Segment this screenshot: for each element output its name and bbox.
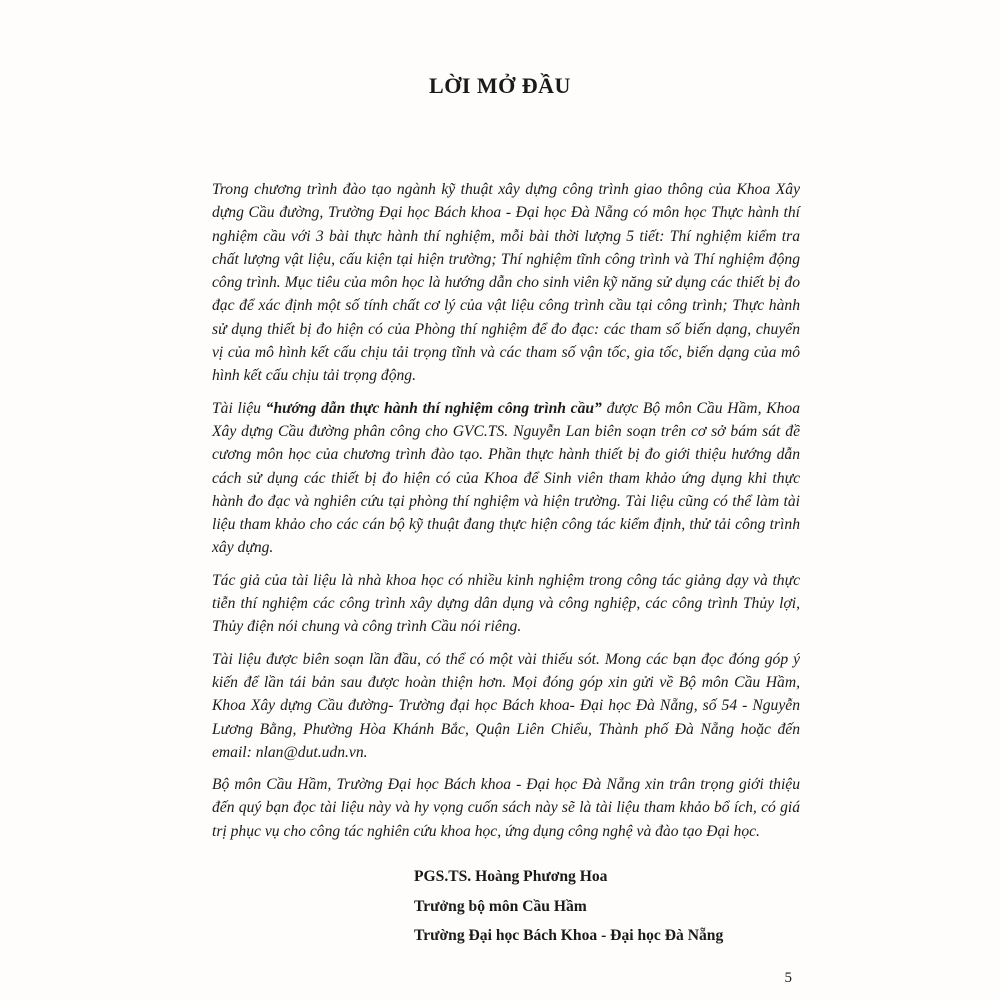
- paragraph-1: [212, 178, 800, 388]
- paragraph-text: Bộ môn Cầu Hầm, Trường Đại học Bách khoa - Đại học Đà Nẵng xin trân trọng giới thiệu đến quý bạn đọc tài liệu này và hy vọng cuốn sách này sẽ là tài liệu tham khảo bổ ích, có giá trị phục vụ cho công tác nghiên cứu khoa học, ứng dụng công nghệ và đào tạo Đại học.: [212, 776, 800, 840]
- paragraph-text: Tài liệu: [212, 399, 266, 417]
- page-title: LỜI MỞ ĐẦU: [429, 73, 571, 98]
- signature-name: PGS.TS. Hoàng Phương Hoa: [414, 868, 608, 885]
- paragraph-2: [212, 397, 800, 560]
- signature-institution: Trường Đại học Bách Khoa - Đại học Đà Nẵng: [414, 927, 724, 944]
- document-title-reference: “hướng dẫn thực hành thí nghiệm công trình cầu”: [265, 399, 602, 417]
- paragraph-4: [212, 648, 800, 764]
- paragraph-text: Tài liệu được biên soạn lần đầu, có thể có một vài thiếu sót. Mong các bạn đọc đóng góp ý kiến để lần tái bản sau được hoàn thiện hơn. Mọi đóng góp xin gửi về Bộ môn Cầu Hầm, Khoa Xây dựng Cầu đường- Trường đại học Bách khoa- Đại học Đà Nẵng, số 54 - Nguyễn Lương Bằng, Phường Hòa Khánh Bắc, Quận Liên Chiểu, Thành phố Đà Nẵng hoặc đến email: nlan@dut.udn.vn.: [212, 650, 800, 761]
- paragraph-text: được Bộ môn Cầu Hầm, Khoa Xây dựng Cầu đường phân công cho GVC.TS. Nguyễn Lan biên soạn trên cơ sở bám sát đề cương môn học của chương trình đào tạo. Phần thực hành thiết bị đo giới thiệu hướng dẫn cách sử dụng các thiết bị đo hiện có của Khoa để Sinh viên tham khảo ứng dụng khi thực hành đo đạc và nghiên cứu tại phòng thí nghiệm và hiện trường. Tài liệu cũng có thể làm tài liệu tham khảo cho các cán bộ kỹ thuật đang thực hiện công tác kiểm định, thử tải công trình xây dựng.: [212, 399, 800, 557]
- document-body: [212, 178, 800, 852]
- paragraph-text: Trong chương trình đào tạo ngành kỹ thuật xây dựng công trình giao thông của Khoa Xây dựng Cầu đường, Trường Đại học Bách khoa - Đại học Đà Nẵng có môn học Thực hành thí nghiệm cầu với 3 bài thực hành thí nghiệm, mỗi bài thời lượng 5 tiết: Thí nghiệm kiểm tra chất lượng vật liệu, cấu kiện tại hiện trường; Thí nghiệm tĩnh công trình và Thí nghiệm động công trình. Mục tiêu của môn học là hướng dẫn cho sinh viên kỹ năng sử dụng các thiết bị đo đạc để xác định một số tính chất cơ lý của vật liệu công trình cầu tại công trình; Thực hành sử dụng thiết bị đo hiện có của Phòng thí nghiệm để đo đạc: các tham số biến dạng, chuyển vị của mô hình kết cấu chịu tải trọng tĩnh và các tham số vận tốc, gia tốc, biến dạng của mô hình kết cấu chịu tải trọng động.: [212, 181, 800, 385]
- paragraph-5: [212, 773, 800, 843]
- paragraph-3: [212, 569, 800, 639]
- page-number: 5: [784, 970, 792, 986]
- signature-block: [414, 862, 723, 951]
- signature-position: Trưởng bộ môn Cầu Hầm: [414, 897, 587, 915]
- show-through-text: [215, 120, 795, 186]
- paragraph-text: Tác giả của tài liệu là nhà khoa học có nhiều kinh nghiệm trong công tác giảng dạy và thực tiễn thí nghiệm các công trình xây dựng dân dụng và công nghiệp, các công trình Thủy lợi, Thủy điện nói chung và công trình Cầu nói riêng.: [212, 571, 800, 636]
